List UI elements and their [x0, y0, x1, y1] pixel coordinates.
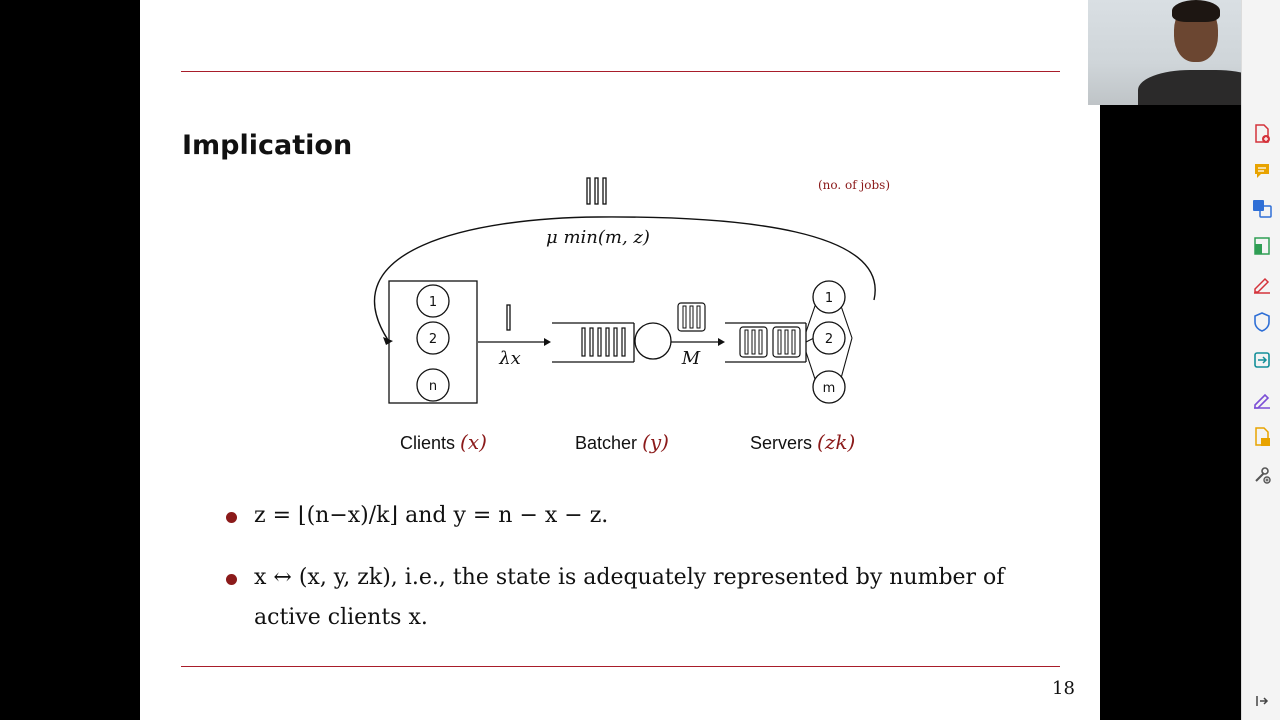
batch-size-label: M: [681, 348, 701, 369]
caption-clients-var: (x): [460, 430, 487, 454]
bottom-rule: [181, 666, 1060, 667]
batcher-server: [635, 323, 671, 359]
bullet-1-text: z = ⌊(n−x)/k⌋ and y = n − x − z.: [254, 503, 609, 528]
arrival-rate-label: λx: [499, 348, 521, 369]
export-icon[interactable]: [1251, 426, 1273, 448]
bullet-dot: [226, 574, 237, 585]
svg-text:1: 1: [428, 295, 438, 310]
pdf-add-icon[interactable]: [1251, 123, 1273, 145]
client-node-2: [417, 322, 449, 354]
svg-text:n: n: [428, 379, 438, 394]
caption-batcher: [575, 430, 669, 454]
batch-group-top: [678, 303, 705, 331]
slide-title: Implication: [182, 130, 353, 161]
page-number: 18: [1052, 678, 1075, 699]
server-node-2: [813, 322, 845, 354]
caption-batcher-var: (y): [642, 430, 669, 454]
server-queue: [725, 323, 806, 362]
slide: [140, 0, 1100, 720]
left-black-margin: [0, 0, 140, 720]
caption-servers-var: (zk): [817, 430, 856, 454]
batcher-queue: [552, 323, 634, 362]
right-toolbar: [1241, 0, 1280, 720]
single-job-bar: [507, 305, 510, 330]
client-node-n: [417, 369, 449, 401]
caption-clients: [400, 430, 487, 454]
svg-text:2: 2: [428, 332, 438, 347]
caption-servers-label: Servers: [750, 433, 813, 453]
comment-icon[interactable]: [1251, 160, 1273, 182]
caption-batcher-label: Batcher: [575, 433, 638, 453]
edit-icon[interactable]: [1251, 388, 1273, 410]
right-black-margin: [1100, 105, 1241, 720]
caption-servers: [750, 430, 855, 454]
sign-icon[interactable]: [1251, 273, 1273, 295]
jobs-bars-top: [587, 178, 606, 204]
queue-diagram: [140, 0, 1100, 480]
webcam-person-hair: [1172, 0, 1220, 22]
feedback-rate-label: μ min(m, z): [546, 227, 650, 248]
server-node-m: [813, 371, 845, 403]
svg-text:m: m: [822, 381, 836, 396]
convert-icon[interactable]: [1251, 349, 1273, 371]
bullet-dot: [226, 512, 237, 523]
translate-icon[interactable]: [1251, 197, 1273, 219]
client-node-1: [417, 285, 449, 317]
shield-icon[interactable]: [1251, 311, 1273, 333]
server-node-1: [813, 281, 845, 313]
feedback-arrowhead: [383, 337, 393, 345]
compress-icon[interactable]: [1251, 235, 1273, 257]
bullet-2: [226, 558, 1066, 638]
svg-text:1: 1: [824, 291, 834, 306]
caption-clients-label: Clients: [400, 433, 456, 453]
svg-text:2: 2: [824, 332, 834, 347]
collapse-icon[interactable]: [1251, 690, 1273, 712]
bullet-1: [226, 496, 1066, 536]
annotation-no-of-jobs: (no. of jobs): [818, 178, 890, 192]
bullet-2-text: x ↔ (x, y, zk), i.e., the state is adequately represented by number of active clients x.: [254, 565, 1005, 630]
tools-icon[interactable]: [1251, 464, 1273, 486]
